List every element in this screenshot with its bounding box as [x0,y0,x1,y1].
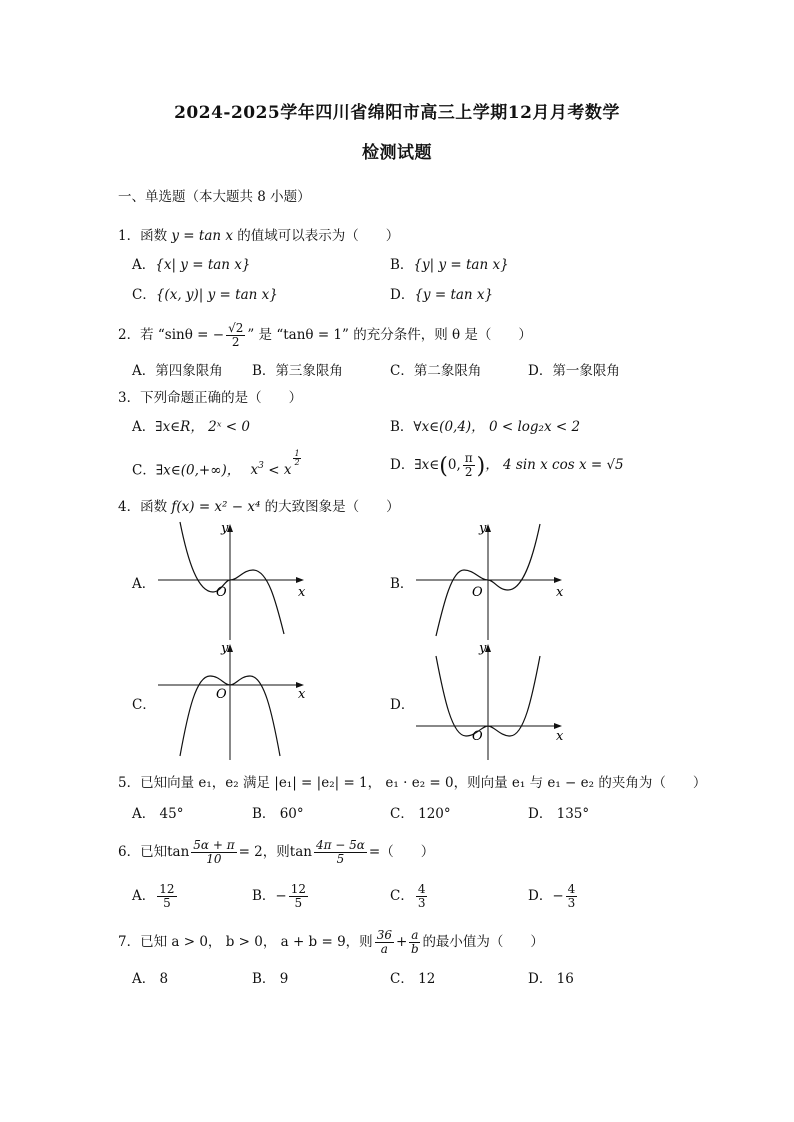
q4-graph-b[interactable] [416,522,566,640]
q1-option-a[interactable] [132,256,250,274]
q7-fraction-2 [409,929,420,955]
q6-option-d-den: 3 [567,896,576,910]
q4-prefix: 4．函数 [118,499,168,515]
q6-option-b-label: B． [252,888,276,904]
graph-a-y-label: y [221,521,229,536]
q6-option-b-sign: − [275,888,287,904]
q4-option-a-label[interactable]: A． [132,576,156,592]
q4-graph-a[interactable] [158,522,308,640]
q3-option-d-two: 2 [464,465,473,479]
q1-option-d-value: {y = tan x} [414,287,494,303]
q2-fraction-numerator: √2 [228,321,244,336]
q1-option-d-label: D． [390,287,415,303]
graph-c-x-label: x [298,687,306,702]
q2-option-b[interactable]: B．第三象限角 [252,363,343,379]
q3-option-d-pi: π [464,451,473,466]
q6-fraction-2-num: 4π − 5α [315,838,365,853]
q5-option-b[interactable]: B． 60° [252,806,304,822]
q6-fraction-2-den: 5 [336,852,345,866]
q2-fraction [226,322,245,348]
q3-option-d-rparen: ) [476,454,486,479]
q2-option-a[interactable]: A．第四象限角 [132,363,223,379]
q2-option-d[interactable]: D．第一象限角 [528,363,620,379]
q6-tan-1: tan [167,844,190,860]
q1-option-a-label: A． [132,257,156,273]
q6-option-c[interactable] [390,878,429,914]
q3-option-c-lhs [251,462,264,478]
graph-b-x-label: x [556,585,564,600]
q6-prefix: 6．已知 [118,844,168,860]
q5-option-d[interactable]: D． 135° [528,806,590,822]
q7-fraction-1-num: 36 [376,928,392,943]
q4-graph-d[interactable] [416,642,566,760]
q4-option-c-label[interactable]: C． [132,697,156,713]
q6-option-d[interactable] [528,878,579,914]
q4-suffix: 的大致图象是（ ） [264,499,400,515]
q6-fraction-1-num: 5α + π [193,838,235,853]
q6-tan-2: tan [289,844,312,860]
q2-suffix: ” 是 “tanθ = 1” 的充分条件，则 θ 是（ ） [247,327,532,343]
graph-a-origin-label: O [216,585,227,600]
q6-option-b[interactable] [252,878,310,914]
q6-option-a-fraction [157,883,176,909]
graph-a-x-label: x [298,585,306,600]
q7-option-c[interactable]: C． 12 [390,971,436,987]
q4-graph-c[interactable] [158,642,308,760]
q1-option-a-value: {x| y = tan x} [155,257,251,273]
q3-option-b-label: B． [390,419,414,435]
q3-option-d-label: D． [390,457,415,473]
question-3-stem: 3．下列命题正确的是（ ） [118,390,303,406]
q6-fraction-1 [191,839,236,865]
q7-option-d[interactable]: D． 16 [528,971,574,987]
q6-fraction-2 [314,839,367,865]
q6-fraction-1-den: 10 [206,852,222,866]
question-5-stem: 5．已知向量 e₁，e₂ 满足 |e₁| = |e₂| = 1， e₁ · e₂ = 0，则向量 e₁ 与 e₁ − e₂ 的夹角为（ ） [118,775,707,791]
q3-option-a-label: A． [132,419,156,435]
q6-option-c-fraction [416,883,428,909]
question-2-stem [118,318,532,352]
question-1-stem [118,227,399,245]
q6-option-d-label: D． [528,888,553,904]
q1-option-c[interactable] [132,286,278,304]
graph-d-x-label: x [556,729,564,744]
graph-d-y-label: y [479,641,487,656]
q3-option-d-zero: 0, [447,457,461,473]
q1-option-c-value: {(x, y)| y = tan x} [155,287,278,303]
graph-a-curve [180,522,284,634]
q6-option-a-label: A． [132,888,156,904]
q3-option-c-rhs-base: x [283,462,292,479]
graph-c-origin-label: O [216,687,227,702]
q6-option-d-num: 4 [567,882,576,897]
q6-option-d-sign: − [552,888,564,904]
page-subtitle: 检测试题 [362,143,432,163]
q3-option-c-rhs-exp-den: 2 [294,458,300,468]
question-7-stem [118,924,544,960]
q6-suffix: =（ ） [368,844,435,860]
q3-option-c-lhs-exp: 3 [258,461,264,472]
q6-option-c-label: C． [390,888,414,904]
graph-b-origin-label: O [472,585,483,600]
q6-option-b-num: 12 [290,882,307,897]
q3-option-d-pi-over-2 [463,452,475,478]
graph-d-origin-label: O [472,729,483,744]
q3-option-d-equation: ， 4 sin x cos x = √5 [485,457,624,473]
q6-option-b-fraction [289,883,308,909]
q6-option-a-den: 5 [163,896,171,910]
q6-option-c-num: 4 [417,882,426,897]
q4-option-b-label[interactable]: B． [390,576,414,592]
q1-prefix: 1．函数 [118,228,168,244]
q7-option-a[interactable]: A． 8 [132,971,169,987]
q5-option-a[interactable]: A． 45° [132,806,184,822]
q3-option-c-label: C． [132,462,156,479]
q1-option-c-label: C． [132,287,156,303]
graph-b-y-label: y [479,521,487,536]
q2-fraction-denominator: 2 [231,335,240,349]
q7-prefix: 7．已知 a > 0， b > 0， a + b = 9，则 [118,934,373,950]
q1-option-b-label: B． [390,257,414,273]
q6-mid: = 2，则 [238,844,290,860]
q7-fraction-2-num: a [411,928,419,943]
q4-expr: f(x) = x² − x⁴ [171,499,261,515]
q2-option-c[interactable]: C．第二象限角 [390,363,482,379]
graph-c-y-label: y [221,641,229,656]
q3-option-c-rhs [283,449,303,479]
q6-option-a-num: 12 [159,882,175,897]
q3-option-b-value: ∀x∈(0,4)， 0 < log₂x < 2 [413,419,581,435]
q3-option-b[interactable] [390,418,580,436]
q1-option-b[interactable] [390,256,509,274]
q4-option-d-label[interactable]: D． [390,697,415,713]
q3-option-c-domain: ∃x∈(0,+∞)， [155,462,241,479]
q3-option-a-value: ∃x∈R， 2ˣ < 0 [155,419,251,435]
question-4-stem [118,498,400,516]
section-heading: 一、单选题（本大题共 8 小题） [118,189,311,205]
q3-option-c-lt: < [268,462,280,479]
q7-fraction-2-den: b [411,942,419,956]
q3-option-a[interactable] [132,418,250,436]
q3-option-c-lhs-base: x [250,462,259,479]
q1-suffix: 的值域可以表示为（ ） [237,228,400,244]
q6-option-b-den: 5 [294,896,303,910]
q3-option-d-lparen: ( [439,454,448,479]
q5-option-c[interactable]: C． 120° [390,806,451,822]
question-6-stem [118,834,434,870]
q1-option-d[interactable] [390,286,493,304]
q3-option-c-rhs-exp-num: 1 [294,449,300,458]
q6-option-d-fraction [566,883,578,909]
q2-prefix: 2．若 “sinθ = − [118,327,225,343]
q3-option-d-set: ∃x∈ [414,457,440,473]
graph-a-x-arrow [296,577,304,583]
q1-option-b-value: {y| y = tan x} [413,257,509,273]
q6-option-c-den: 3 [417,896,426,910]
q3-option-c[interactable] [132,450,303,485]
q7-plus: + [395,934,408,950]
q7-option-b[interactable]: B． 9 [252,971,289,987]
q7-suffix: 的最小值为（ ） [422,934,544,950]
q7-fraction-1 [375,929,394,955]
q7-fraction-1-den: a [380,942,388,956]
q3-option-c-rhs-exp [293,450,300,468]
q1-expr: y = tan x [171,228,233,244]
q6-option-a[interactable] [132,878,179,914]
q3-option-d[interactable] [390,448,624,484]
page-title: 2024-2025学年四川省绵阳市高三上学期12月月考数学 [174,103,620,123]
graph-b-x-arrow [554,577,562,583]
